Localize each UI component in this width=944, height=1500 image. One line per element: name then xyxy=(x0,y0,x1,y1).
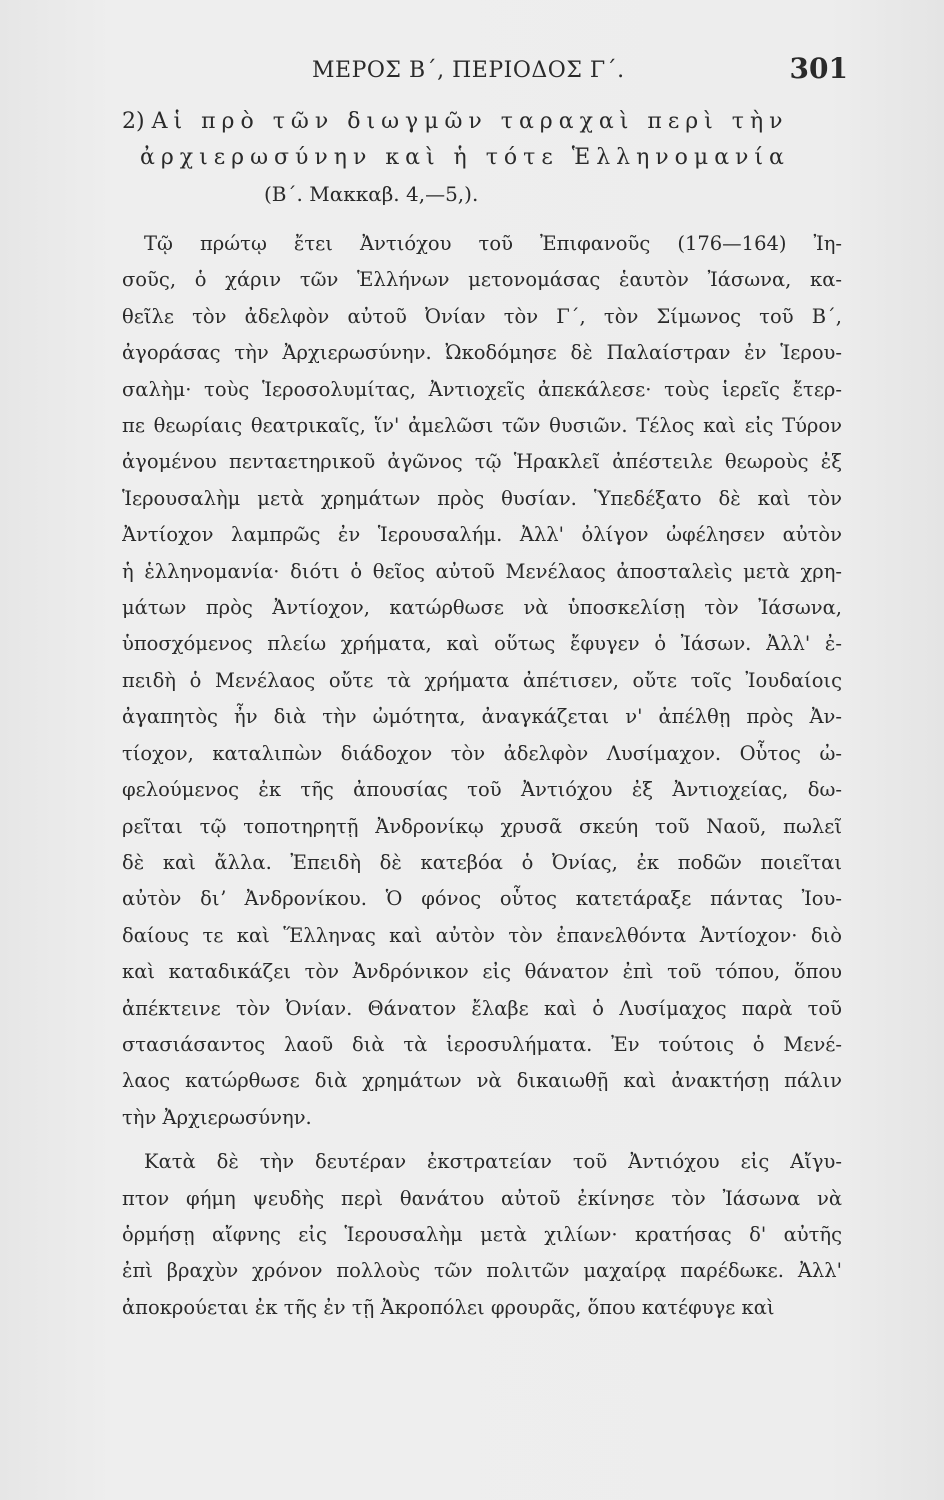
text-line: τὴν Ἀρχιερωσύνην. xyxy=(122,1105,312,1129)
body-text xyxy=(122,226,842,1326)
running-head xyxy=(122,50,848,90)
text-line: δαίους τε καὶ Ἕλληνας καὶ αὐτὸν τὸν ἐπανελθόντα Ἀντίοχον· διὸ xyxy=(122,923,842,947)
heading-text-1: Αἱ πρὸ τῶν διωγμῶν ταραχαὶ περὶ τὴν xyxy=(151,109,789,134)
text-line: ἀγοράσας τὴν Ἀρχιερωσύνην. Ὠκοδόμησε δὲ Παλαίστραν ἐν Ἱερου- xyxy=(122,341,842,365)
text-line: μάτων πρὸς Ἀντίοχον, κατώρθωσε νὰ ὑποσκελίσῃ τὸν Ἰάσωνα, xyxy=(122,596,842,620)
section-heading xyxy=(122,104,842,212)
text-line: πειδὴ ὁ Μενέλαος οὔτε τὰ χρήματα ἀπέτισεν, οὔτε τοῖς Ἰουδαίοις xyxy=(122,668,842,692)
text-line: σαλὴμ· τοὺς Ἱεροσολυμίτας, Ἀντιοχεῖς ἀπεκάλεσε· τοὺς ἱερεῖς ἔτερ- xyxy=(122,377,842,401)
text-line: Κατὰ δὲ τὴν δευτέραν ἐκστρατείαν τοῦ Ἀντιόχου εἰς Αἴγυ- xyxy=(144,1150,842,1174)
heading-line-2: ἀρχιερωσύνην καὶ ἡ τότε Ἑλληνομανία xyxy=(140,145,790,170)
paragraph xyxy=(122,226,842,1136)
text-line: καὶ καταδικάζει τὸν Ἀνδρόνικον εἰς θάνατον ἐπὶ τοῦ τόπου, ὅπου xyxy=(122,960,842,984)
text-line: ἡ ἑλληνομανία· διότι ὁ θεῖος αὐτοῦ Μενέλαος ἀποσταλεὶς μετὰ χρη- xyxy=(122,559,842,583)
page-number: 301 xyxy=(789,52,848,85)
paragraph xyxy=(122,1144,842,1326)
text-line: πτον φήμη ψευδὴς περὶ θανάτου αὐτοῦ ἐκίνησε τὸν Ἰάσωνα νὰ xyxy=(122,1186,842,1210)
text-line: δὲ καὶ ἄλλα. Ἐπειδὴ δὲ κατεβόα ὁ Ὀνίας, ἐκ ποδῶν ποιεῖται xyxy=(122,850,842,874)
text-line: φελούμενος ἐκ τῆς ἀπουσίας τοῦ Ἀντιόχου ἐξ Ἀντιοχείας, δω- xyxy=(122,778,842,802)
running-title: ΜΕΡΟΣ Β΄, ΠΕΡΙΟΔΟΣ Γ΄. xyxy=(312,58,625,83)
text-line: ὑποσχόμενος πλείω χρήματα, καὶ οὕτως ἔφυγεν ὁ Ἰάσων. Ἀλλ' ἐ- xyxy=(122,632,842,656)
paragraph-gap xyxy=(122,1136,842,1144)
text-line: τίοχον, καταλιπὼν διάδοχον τὸν ἀδελφὸν Λυσίμαχον. Οὗτος ὠ- xyxy=(122,741,842,765)
heading-line-1 xyxy=(122,104,842,140)
section-number: 2) xyxy=(122,109,145,134)
text-line: ρεῖται τῷ τοποτηρητῇ Ἀνδρονίκῳ χρυσᾶ σκεύη τοῦ Ναοῦ, πωλεῖ xyxy=(122,814,842,838)
scripture-reference: (Β΄. Μακκαβ. 4,—5,). xyxy=(264,182,479,206)
text-line: λαος κατώρθωσε διὰ χρημάτων νὰ δικαιωθῇ καὶ ἀνακτήσῃ πάλιν xyxy=(122,1069,842,1093)
text-line: στασιάσαντος λαοῦ διὰ τὰ ἱεροσυλήματα. Ἐν τούτοις ὁ Μενέ- xyxy=(122,1032,842,1056)
text-line: αὐτὸν διʼ Ἀνδρονίκου. Ὁ φόνος οὗτος κατετάραξε πάντας Ἰου- xyxy=(122,887,842,911)
text-line: πε θεωρίαις θεατρικαῖς, ἵν' ἀμελῶσι τῶν θυσιῶν. Τέλος καὶ εἰς Τύρον xyxy=(122,414,842,438)
text-line: θεῖλε τὸν ἀδελφὸν αὐτοῦ Ὀνίαν τὸν Γ΄, τὸν Σίμωνος τοῦ Β΄, xyxy=(122,304,842,328)
text-line: Τῷ πρώτῳ ἔτει Ἀντιόχου τοῦ Ἐπιφανοῦς (176—164) Ἰη- xyxy=(144,232,842,255)
text-line: σοῦς, ὁ χάριν τῶν Ἑλλήνων μετονομάσας ἑαυτὸν Ἰάσωνα, κα- xyxy=(122,268,842,292)
text-line: ἀγαπητὸς ἦν διὰ τὴν ὠμότητα, ἀναγκάζεται ν' ἀπέλθῃ πρὸς Ἀν- xyxy=(122,705,842,729)
text-line: Ἀντίοχον λαμπρῶς ἐν Ἱερουσαλήμ. Ἀλλ' ὀλίγον ὠφέλησεν αὐτὸν xyxy=(122,523,842,547)
text-line: ἀγομένου πενταετηρικοῦ ἀγῶνος τῷ Ἡρακλεῖ ἀπέστειλε θεωροὺς ἐξ xyxy=(122,450,842,474)
text-line: ἀποκρούεται ἐκ τῆς ἐν τῇ Ἀκροπόλει φρουρᾶς, ὅπου κατέφυγε καὶ xyxy=(122,1295,775,1319)
text-line: ἐπὶ βραχὺν χρόνον πολλοὺς τῶν πολιτῶν μαχαίρᾳ παρέδωκε. Ἀλλ' xyxy=(122,1259,842,1283)
text-line: Ἱερουσαλὴμ μετὰ χρημάτων πρὸς θυσίαν. Ὑπεδέξατο δὲ καὶ τὸν xyxy=(122,486,842,510)
text-line: ὁρμήσῃ αἴφνης εἰς Ἱερουσαλὴμ μετὰ χιλίων· κρατήσας δ' αὐτῆς xyxy=(122,1222,842,1246)
text-line: ἀπέκτεινε τὸν Ὀνίαν. Θάνατον ἔλαβε καὶ ὁ Λυσίμαχος παρὰ τοῦ xyxy=(122,996,842,1020)
